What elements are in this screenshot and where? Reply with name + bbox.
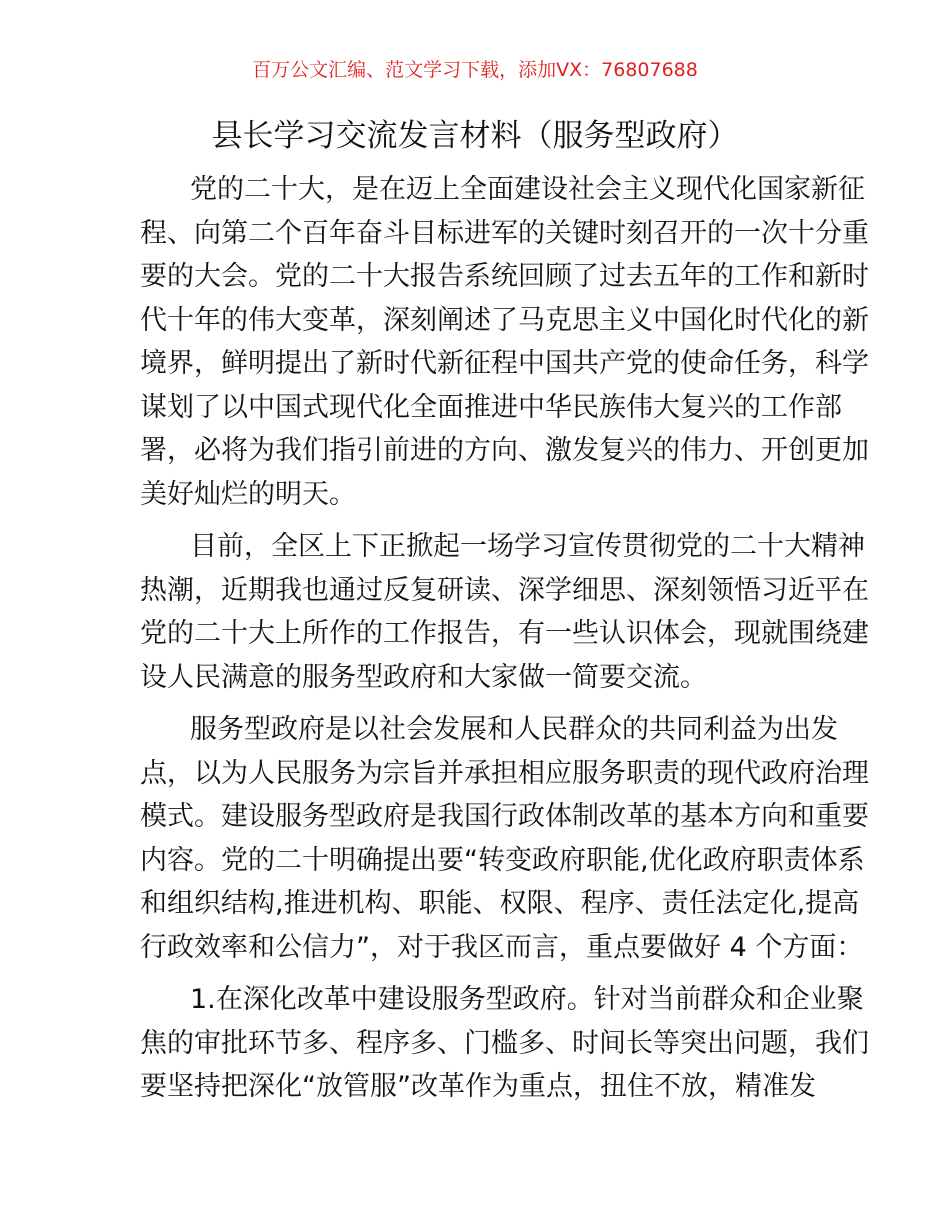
document-body <box>140 168 869 1118</box>
text-line: 要的大会。党的二十大报告系统回顾了过去五年的工作和新时 <box>140 261 869 292</box>
text-line: 党的二十大，是在迈上全面建设社会主义现代化国家新征 <box>190 174 865 205</box>
text-line: 目前，全区上下正掀起一场学习宣传贯彻党的二十大精神 <box>190 531 865 562</box>
text-line: 设人民满意的服务型政府和大家做一简要交流。 <box>140 661 707 693</box>
text-line: 行政效率和公信力”，对于我区而言，重点要做好 4 个方面： <box>140 931 864 963</box>
document-title: 县长学习交流发言材料（服务型政府） <box>211 118 739 154</box>
text-line: 程、向第二个百年奋斗目标进军的关键时刻召开的一次十分重 <box>140 217 869 249</box>
paragraph <box>140 168 869 516</box>
paragraph <box>140 525 869 699</box>
text-line: 内容。党的二十明确提出要“转变政府职能,优化政府职责体系 <box>140 844 865 876</box>
text-line: 谋划了以中国式现代化全面推进中华民族伟大复兴的工作部 <box>140 391 842 423</box>
text-line: 党的二十大上所作的工作报告，有一些认识体会，现就围绕建 <box>140 618 869 649</box>
watermark-header: 百万公文汇编、范文学习下载，添加VX：76807688 <box>252 59 698 81</box>
text-line: 代十年的伟大变革，深刻阐述了马克思主义中国化时代化的新 <box>140 304 869 336</box>
text-line: 热潮，近期我也通过反复研读、深学细思、深刻领悟习近平在 <box>140 574 869 606</box>
text-line: 点，以为人民服务为宗旨并承担相应服务职责的现代政府治理 <box>140 757 869 789</box>
text-line: 要坚持把深化“放管服”改革作为重点，扭住不放，精准发 <box>140 1071 816 1102</box>
text-line: 美好灿烂的明天。 <box>140 478 356 510</box>
paragraph <box>140 708 869 969</box>
text-line: 境界，鲜明提出了新时代新征程中国共产党的使命任务，科学 <box>140 348 869 379</box>
text-line: 1.在深化改革中建设服务型政府。针对当前群众和企业聚 <box>190 984 864 1015</box>
text-line: 和组织结构,推进机构、职能、权限、程序、责任法定化,提高 <box>140 888 860 919</box>
text-line: 焦的审批环节多、程序多、门槛多、时间长等突出问题，我们 <box>140 1027 869 1059</box>
text-line: 署，必将为我们指引前进的方向、激发复兴的伟力、开创更加 <box>140 435 869 466</box>
paragraph <box>140 978 869 1109</box>
text-line: 服务型政府是以社会发展和人民群众的共同利益为出发 <box>190 714 838 745</box>
text-line: 模式。建设服务型政府是我国行政体制改革的基本方向和重要 <box>140 801 869 832</box>
